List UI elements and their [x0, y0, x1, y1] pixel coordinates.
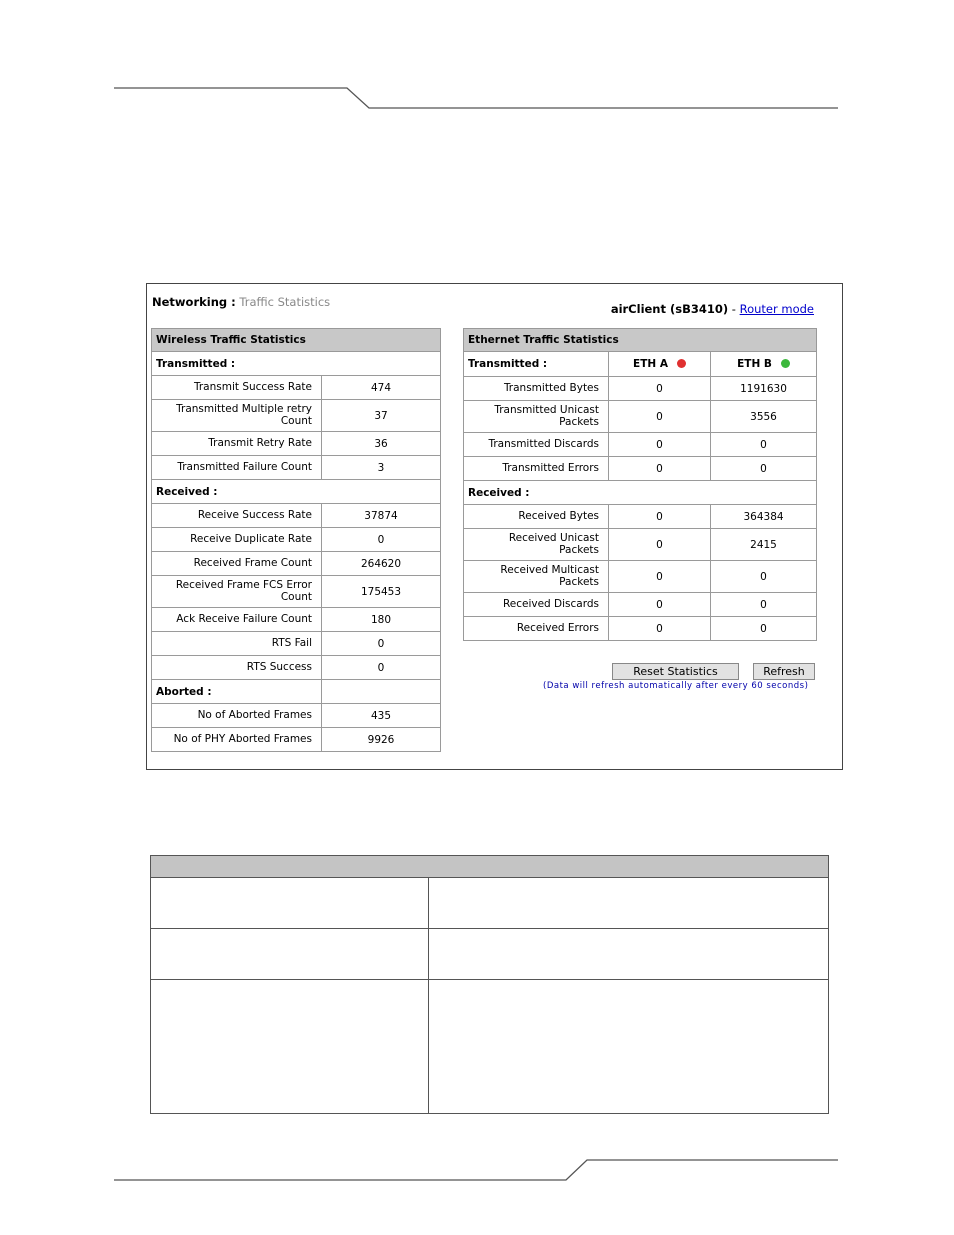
description-cell: [428, 878, 828, 929]
description-cell: [151, 878, 429, 929]
device-name: airClient (sB3410): [610, 302, 729, 316]
wireless-traffic-table: [151, 328, 441, 752]
table-row: [152, 376, 441, 400]
eth-b-value: 0: [711, 617, 817, 641]
table-row: [464, 401, 817, 433]
eth-a-value: 0: [609, 505, 711, 529]
stat-label: Received Discards: [464, 593, 609, 617]
wireless-transmitted-group: Transmitted :: [152, 352, 441, 376]
stat-label: RTS Fail: [152, 632, 322, 656]
router-mode-link[interactable]: Router mode: [739, 302, 814, 316]
ethernet-traffic-table: [463, 328, 817, 641]
stat-label: Transmitted Discards: [464, 433, 609, 457]
eth-b-label: ETH B: [737, 358, 772, 370]
stat-label: RTS Success: [152, 656, 322, 680]
table-row: [152, 728, 441, 752]
breadcrumb: [152, 295, 330, 309]
stat-value: 36: [322, 432, 441, 456]
stat-label: No of PHY Aborted Frames: [152, 728, 322, 752]
stat-value: 3: [322, 456, 441, 480]
wireless-title: Wireless Traffic Statistics: [152, 329, 441, 352]
eth-a-value: 0: [609, 529, 711, 561]
table-row: [464, 561, 817, 593]
empty-cell: [322, 680, 441, 704]
stat-label: Received Errors: [464, 617, 609, 641]
stat-value: 264620: [322, 552, 441, 576]
device-info: [611, 302, 814, 316]
stat-label: Received Frame Count: [152, 552, 322, 576]
eth-b-header: [711, 352, 817, 377]
breadcrumb-page: Traffic Statistics: [239, 295, 331, 309]
stat-value: 180: [322, 608, 441, 632]
eth-b-value: 0: [711, 593, 817, 617]
ethernet-title: Ethernet Traffic Statistics: [464, 329, 817, 352]
ethernet-transmitted-group: Transmitted :: [464, 352, 609, 377]
table-row: [464, 593, 817, 617]
eth-b-value: 2415: [711, 529, 817, 561]
stat-label: Transmitted Failure Count: [152, 456, 322, 480]
eth-b-value: 364384: [711, 505, 817, 529]
table-row: [464, 433, 817, 457]
table-row: [152, 632, 441, 656]
table-row: [152, 552, 441, 576]
traffic-statistics-screenshot: [146, 283, 843, 770]
breadcrumb-section: Networking :: [152, 295, 236, 309]
table-row: [152, 608, 441, 632]
stat-label: Transmit Success Rate: [152, 376, 322, 400]
stat-value: 37: [322, 400, 441, 432]
stat-label: Received Unicast Packets: [464, 529, 609, 561]
stat-label: Receive Duplicate Rate: [152, 528, 322, 552]
ethernet-received-group: Received :: [464, 481, 817, 505]
description-cell: [151, 929, 429, 980]
description-cell: [428, 980, 828, 1114]
table-row: [464, 505, 817, 529]
stat-label: No of Aborted Frames: [152, 704, 322, 728]
table-row: [152, 656, 441, 680]
description-cell: [428, 929, 828, 980]
stat-label: Transmitted Multiple retry Count: [152, 400, 322, 432]
eth-a-value: 0: [609, 617, 711, 641]
stat-value: 474: [322, 376, 441, 400]
refresh-button[interactable]: Refresh: [753, 663, 815, 680]
stat-label: Ack Receive Failure Count: [152, 608, 322, 632]
stat-label: Transmit Retry Rate: [152, 432, 322, 456]
table-row: [152, 704, 441, 728]
stat-label: Transmitted Unicast Packets: [464, 401, 609, 433]
stat-label: Transmitted Bytes: [464, 377, 609, 401]
eth-a-value: 0: [609, 433, 711, 457]
table-row: [152, 456, 441, 480]
stat-value: 0: [322, 632, 441, 656]
table-row: [152, 400, 441, 432]
refresh-note: (Data will refresh automatically after every 60 seconds): [543, 681, 809, 691]
stat-value: 9926: [322, 728, 441, 752]
eth-b-value: 0: [711, 457, 817, 481]
eth-a-value: 0: [609, 593, 711, 617]
eth-b-value: 0: [711, 433, 817, 457]
status-red-icon: [677, 359, 686, 368]
stat-label: Receive Success Rate: [152, 504, 322, 528]
eth-b-value: 3556: [711, 401, 817, 433]
eth-a-value: 0: [609, 377, 711, 401]
wireless-aborted-group: Aborted :: [152, 680, 322, 704]
table-row: [464, 617, 817, 641]
reset-statistics-button[interactable]: Reset Statistics: [612, 663, 739, 680]
table-row: [152, 432, 441, 456]
stat-value: 175453: [322, 576, 441, 608]
status-green-icon: [781, 359, 790, 368]
stat-value: 435: [322, 704, 441, 728]
table-row: [152, 504, 441, 528]
description-cell: [151, 980, 429, 1114]
stat-value: 0: [322, 656, 441, 680]
description-header: [151, 856, 829, 878]
eth-a-value: 0: [609, 561, 711, 593]
stat-value: 0: [322, 528, 441, 552]
table-row: [464, 457, 817, 481]
eth-b-value: 0: [711, 561, 817, 593]
device-separator: -: [728, 302, 740, 316]
stat-label: Transmitted Errors: [464, 457, 609, 481]
table-row: [152, 528, 441, 552]
stat-value: 37874: [322, 504, 441, 528]
table-row: [464, 529, 817, 561]
eth-a-header: [609, 352, 711, 377]
eth-a-value: 0: [609, 401, 711, 433]
eth-b-value: 1191630: [711, 377, 817, 401]
description-table: [150, 855, 829, 1114]
eth-a-label: ETH A: [633, 358, 668, 370]
stat-label: Received Frame FCS Error Count: [152, 576, 322, 608]
eth-a-value: 0: [609, 457, 711, 481]
wireless-received-group: Received :: [152, 480, 441, 504]
stat-label: Received Multicast Packets: [464, 561, 609, 593]
table-row: [152, 576, 441, 608]
table-row: [464, 377, 817, 401]
stat-label: Received Bytes: [464, 505, 609, 529]
